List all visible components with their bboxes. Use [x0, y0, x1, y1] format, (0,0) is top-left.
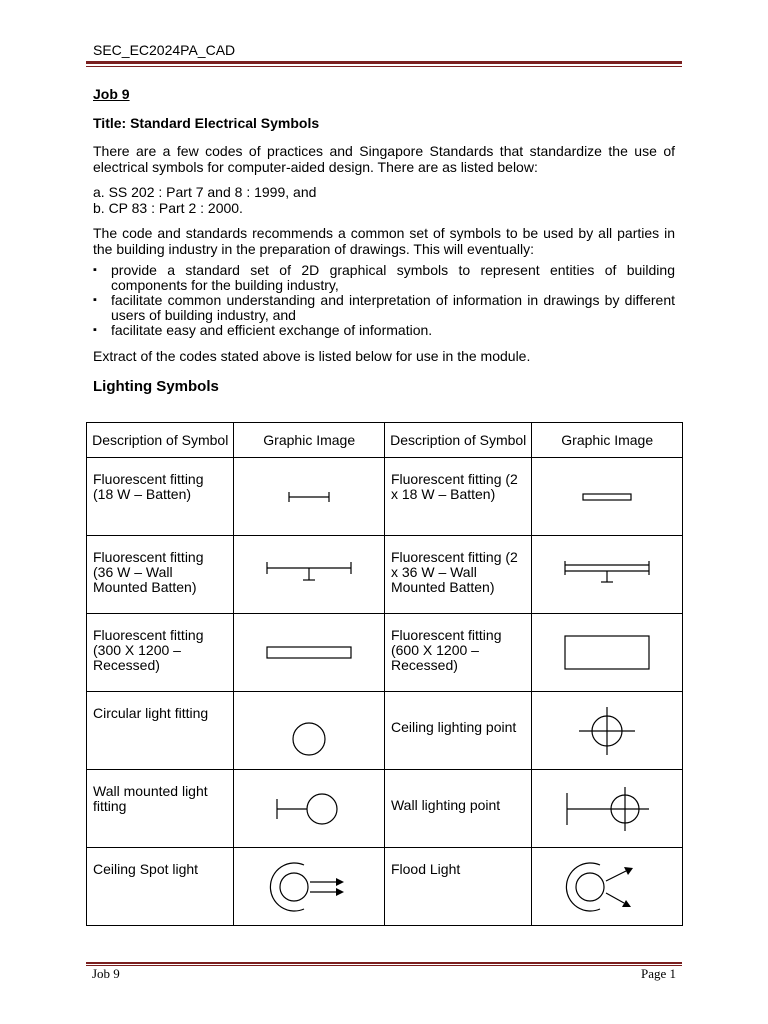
symbol-description: Wall mounted light fitting — [87, 770, 234, 848]
table-row — [87, 614, 683, 692]
wall-batten-36w-icon — [261, 560, 357, 590]
symbol-description: Flood Light — [384, 848, 531, 926]
header-doc-code: SEC_EC2024PA_CAD — [93, 42, 236, 58]
footer-rule-thick — [86, 962, 682, 964]
ceiling-spot-icon — [264, 857, 354, 917]
extract-paragraph: Extract of the codes stated above is listed below for use in the module. — [93, 348, 531, 364]
symbol-description: Fluorescent fitting (18 W – Batten) — [87, 458, 234, 536]
footer-job-label: Job 9 — [92, 966, 120, 981]
benefit-item: ▪ facilitate easy and efficient exchange of information. — [93, 323, 675, 338]
job-label: Job 9 — [93, 86, 130, 102]
section-title: Lighting Symbols — [93, 378, 219, 395]
symbol-description: Ceiling Spot light — [87, 848, 234, 926]
benefits-list — [93, 263, 675, 338]
circular-light-icon — [279, 709, 339, 769]
symbol-description: Fluorescent fitting (300 X 1200 – Recessed) — [87, 614, 234, 692]
wall-batten-2x36w-icon — [559, 560, 655, 590]
flood-light-icon — [562, 857, 652, 917]
body-content — [93, 86, 675, 395]
benefit-item: ▪ provide a standard set of 2D graphical symbols to represent entities of building components for the building industry, — [93, 263, 675, 293]
table-header-row — [87, 423, 683, 458]
wall-point-icon — [559, 781, 655, 837]
batten-18w-icon — [279, 487, 339, 507]
statement-paragraph: The code and standards recommends a common set of symbols to be used by all parties in the building industry in the preparation of drawings. This will eventually: — [93, 225, 675, 257]
codes-list — [93, 184, 675, 216]
symbol-description: Fluorescent fitting (36 W – Wall Mounted Batten) — [87, 536, 234, 614]
doc-title: Title: Standard Electrical Symbols — [93, 115, 320, 131]
recessed-300x1200-icon — [261, 641, 357, 665]
table-header: Description of Symbol — [384, 423, 531, 458]
symbol-description: Circular light fitting — [87, 692, 234, 770]
table-header: Graphic Image — [234, 423, 385, 458]
table-row — [87, 536, 683, 614]
symbol-description: Fluorescent fitting (2 x 36 W – Wall Mounted Batten) — [384, 536, 531, 614]
batten-2x18w-icon — [577, 487, 637, 507]
symbol-description: Fluorescent fitting (600 X 1200 – Recessed) — [384, 614, 531, 692]
recessed-600x1200-icon — [559, 633, 655, 673]
symbol-description: Fluorescent fitting (2 x 18 W – Batten) — [384, 458, 531, 536]
code-item: b. CP 83 : Part 2 : 2000. — [93, 200, 243, 216]
table-header: Graphic Image — [532, 423, 683, 458]
symbol-description: Wall lighting point — [384, 770, 531, 848]
table-row — [87, 770, 683, 848]
lighting-symbols-table — [86, 422, 683, 926]
symbol-description: Ceiling lighting point — [384, 692, 531, 770]
intro-paragraph: There are a few codes of practices and Singapore Standards that standardize the use of electrical symbols for computer-aided design. There are as listed below: — [93, 143, 675, 175]
benefit-item: ▪ facilitate common understanding and interpretation of information in drawings by different users of building industry, and — [93, 293, 675, 323]
wall-mounted-light-icon — [269, 787, 349, 831]
footer-rule-thin — [86, 965, 682, 966]
table-header: Description of Symbol — [87, 423, 234, 458]
ceiling-point-icon — [572, 703, 642, 759]
header-rule-thin — [86, 66, 682, 67]
table-row — [87, 458, 683, 536]
code-item: a. SS 202 : Part 7 and 8 : 1999, and — [93, 184, 317, 200]
header-rule-thick — [86, 61, 682, 64]
table-row — [87, 692, 683, 770]
table-row — [87, 848, 683, 926]
footer-page-number: Page 1 — [640, 966, 676, 981]
